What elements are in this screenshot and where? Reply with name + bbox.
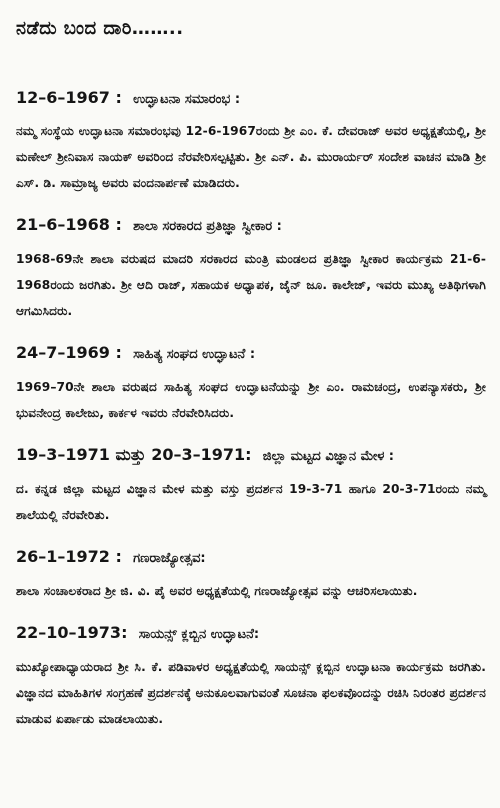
timeline-entry (16, 445, 486, 528)
timeline-entry (16, 343, 486, 426)
entry-date: 19–3–1971 ಮತ್ತು 20–3–1971: (16, 445, 252, 465)
entry-header (16, 215, 486, 236)
entry-date: 26–1–1972 : (16, 547, 122, 567)
entry-header (16, 623, 486, 644)
entry-heading: ಸಾಯನ್ಸ್ ಕ್ಲಬ್ಬಿನ ಉದ್ಘಾಟನೆ: (138, 627, 260, 643)
timeline-entry (16, 547, 486, 604)
entry-body: ಮುಖ್ಯೋಪಾಧ್ಯಾಯರಾದ ಶ್ರೀ ಸಿ. ಕೆ. ಪಡಿವಾಳರ ಅಧ್ಯಕ್ಷತೆಯಲ್ಲಿ ಸಾಯನ್ಸ್ ಕ್ಲಬ್ಬಿನ ಉದ್ಘಾಟನಾ ಕಾರ್ಯಕ್ರಮ ಜರಗಿತು. ವಿಜ್ಞಾನದ ಮಾಹಿತಿಗಳ ಸಂಗ್ರಹಣೆ ಪ್ರದರ್ಶನಕ್ಕೆ ಅನುಕೂಲವಾಗುವಂತೆ ಸೂಚನಾ ಫಲಕವೊಂದನ್ನು ರಚಿಸಿ ನಿರಂತರ ಪ್ರದರ್ಶನ ಮಾಡುವ ಏರ್ಪಾಡು ಮಾಡಲಾಯಿತು. (16, 659, 486, 726)
timeline-entry (16, 215, 486, 324)
entry-date: 24–7–1969 : (16, 343, 122, 363)
entry-date: 22–10–1973: (16, 623, 128, 643)
entry-header (16, 547, 486, 568)
entry-heading: ಜಿಲ್ಲಾ ಮಟ್ಟದ ವಿಜ್ಞಾನ ಮೇಳ : (262, 449, 394, 465)
entry-header (16, 88, 486, 109)
timeline-entry (16, 623, 486, 732)
entry-header (16, 343, 486, 364)
entry-header (16, 445, 486, 466)
entry-body: 1969–70ನೇ ಶಾಲಾ ವರುಷದ ಸಾಹಿತ್ಯ ಸಂಘದ ಉದ್ಘಾಟನೆಯನ್ನು ಶ್ರೀ ಎಂ. ರಾಮಚಂದ್ರ, ಉಪನ್ಯಾಸಕರು, ಶ್ರೀ ಭುವನೇಂದ್ರ ಕಾಲೇಜು, ಕಾರ್ಕಳ ಇವರು ನೆರವೇರಿಸಿದರು. (16, 380, 486, 421)
page-title: ನಡೆದು ಬಂದ ದಾರಿ…….. (16, 18, 184, 39)
entry-heading: ಶಾಲಾ ಸರಕಾರದ ಪ್ರತಿಜ್ಞಾ ಸ್ವೀಕಾರ : (133, 219, 282, 235)
entry-date: 12–6–1967 : (16, 87, 122, 107)
entry-heading: ಗಣರಾಜ್ಯೋತ್ಸವ: (133, 551, 206, 567)
entry-heading: ಸಾಹಿತ್ಯ ಸಂಘದ ಉದ್ಘಾಟನೆ : (133, 347, 256, 363)
timeline-entry (16, 88, 486, 197)
entry-body: 1968-69ನೇ ಶಾಲಾ ವರುಷದ ಮಾದರಿ ಸರಕಾರದ ಮಂತ್ರಿ ಮಂಡಲದ ಪ್ರತಿಜ್ಞಾ ಸ್ವೀಕಾರ ಕಾರ್ಯಕ್ರಮ 21-6-1968ರಂದು ಜರಗಿತು. ಶ್ರೀ ಆದಿ ರಾಜ್, ಸಹಾಯಕ ಅಧ್ಯಾಪಕ, ಜೈನ್ ಜೂ. ಕಾಲೇಜ್, ಇವರು ಮುಖ್ಯ ಅತಿಥಿಗಳಾಗಿ ಆಗಮಿಸಿದರು. (16, 252, 486, 319)
entry-body: ದ. ಕನ್ನಡ ಜಿಲ್ಲಾ ಮಟ್ಟದ ವಿಜ್ಞಾನ ಮೇಳ ಮತ್ತು ವಸ್ತು ಪ್ರದರ್ಶನ 19-3-71 ಹಾಗೂ 20-3-71ರಂದು ನಮ್ಮ ಶಾಲೆಯಲ್ಲಿ ನೆರವೇರಿತು. (16, 482, 486, 523)
entry-date: 21–6–1968 : (16, 215, 122, 235)
entry-body: ನಮ್ಮ ಸಂಸ್ಥೆಯ ಉದ್ಘಾಟನಾ ಸಮಾರಂಭವು 12-6-1967ರಂದು ಶ್ರೀ ಎಂ. ಕೆ. ದೇವರಾಜ್ ಅವರ ಅಧ್ಯಕ್ಷತೆಯಲ್ಲಿ, ಶ್ರೀ ಮಣೇಲ್ ಶ್ರೀನಿವಾಸ ನಾಯಕ್ ಅವರಿಂದ ನೆರವೇರಿಸಲ್ಪಟ್ಟಿತು. ಶ್ರೀ ಎನ್. ಪಿ. ಮುರಾರ್ಯರ್ ಸಂದೇಶ ವಾಚನ ಮಾಡಿ ಶ್ರೀ ಎಸ್. ಡಿ. ಸಾಮ್ರಾಜ್ಯ ಅವರು ವಂದನಾರ್ಪಣೆ ಮಾಡಿದರು. (16, 124, 486, 191)
entry-body: ಶಾಲಾ ಸಂಚಾಲಕರಾದ ಶ್ರೀ ಜಿ. ವಿ. ಪೈ ಅವರ ಅಧ್ಯಕ್ಷತೆಯಲ್ಲಿ ಗಣರಾಜ್ಯೋತ್ಸವ ವನ್ನು ಆಚರಿಸಲಾಯಿತು. (16, 584, 418, 599)
entry-heading: ಉದ್ಘಾಟನಾ ಸಮಾರಂಭ : (133, 91, 241, 107)
